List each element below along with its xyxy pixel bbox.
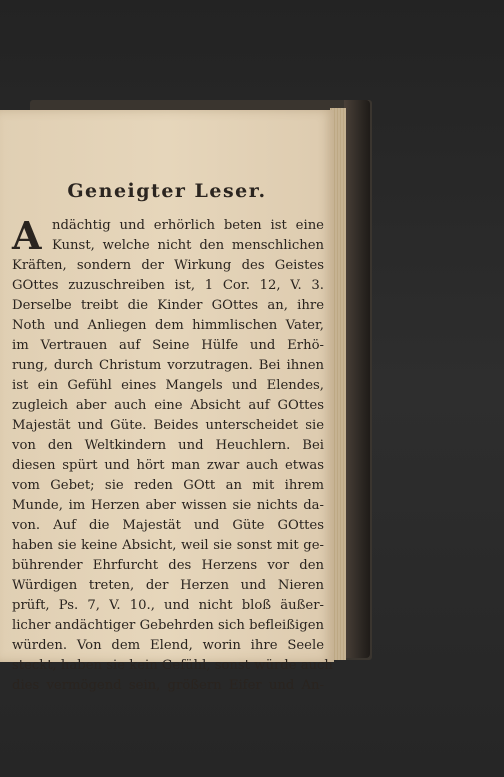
text-line: Majestät und Güte. Beides unterscheidet sie <box>12 418 324 433</box>
text-line: Munde, im Herzen aber wissen sie nichts da- <box>12 498 324 513</box>
text-line: Kräften, sondern der Wirkung des Geistes <box>12 258 324 273</box>
text-line: GOttes zuzuschreiben ist, 1 Cor. 12, V. 3. <box>12 278 324 293</box>
text-line: im Vertrauen auf Seine Hülfe und Erhö- <box>12 338 324 353</box>
text-line: licher andächtiger Gebehrden sich befleißigen <box>12 618 324 633</box>
text-line: zugleich aber auch eine Absicht auf GOttes <box>12 398 324 413</box>
text-line: bührender Ehrfurcht des Herzens vor den <box>12 558 324 573</box>
book-page <box>0 110 334 693</box>
book-spine <box>344 100 370 658</box>
text-line: dies vermögend sein, größern Eifer und An- <box>12 678 324 693</box>
text-line: haben sie keine Absicht, weil sie sonst mit ge- <box>12 538 324 553</box>
text-line: Derselbe treibt die Kinder GOttes an, ihre <box>12 298 324 313</box>
text-line: würden. Von dem Elend, worin ihre Seele <box>12 638 324 653</box>
text-line: vom Gebet; sie reden GOtt an mit ihrem <box>12 478 324 493</box>
text-line: von den Weltkindern und Heuchlern. Bei <box>12 438 324 453</box>
text-line: rung, durch Christum vorzutragen. Bei ihnen <box>12 358 324 373</box>
text-line: Noth und Anliegen dem himmlischen Vater, <box>12 318 324 333</box>
drop-cap: A <box>12 213 42 258</box>
text-line: von. Auf die Majestät und Güte GOttes <box>12 518 324 533</box>
text-line: Kunst, welche nicht den menschlichen <box>52 238 324 253</box>
text-line: prüft, Ps. 7, V. 10., und nicht bloß äußer- <box>12 598 324 613</box>
text-line: ndächtig und erhörlich beten ist eine <box>52 218 324 233</box>
page-heading: Geneigter Leser. <box>67 180 267 202</box>
text-line: ist ein Gefühl eines Mangels und Elendes, <box>12 378 324 393</box>
text-line: Würdigen treten, der Herzen und Nieren <box>12 578 324 593</box>
text-line: diesen spürt und hört man zwar auch etwas <box>12 458 324 473</box>
text-line: steckt, haben sie kein Gefühl, sonst würde auch <box>12 658 333 673</box>
